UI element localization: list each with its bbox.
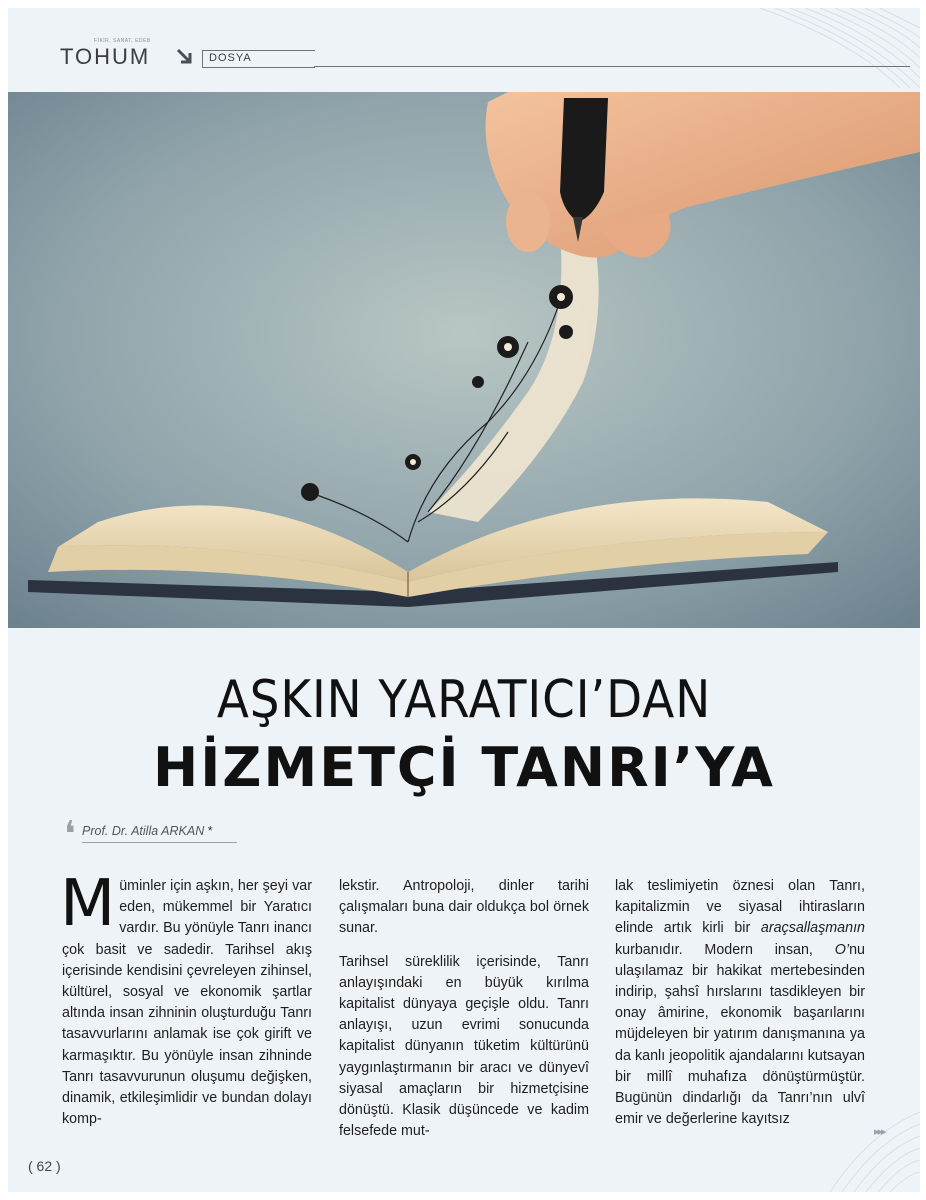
paragraph-text: kurbanıdır. Modern insan, (615, 941, 835, 958)
arrow-down-right-icon (175, 47, 195, 67)
article-title-line1: AŞKIN YARATICI’DAN (216, 670, 712, 730)
text-column-1 (60, 867, 312, 1142)
article-title-line2: HİZMETÇİ TANRI’YA (153, 736, 775, 799)
paragraph: lekstir. Antropoloji, dinler tarihi çalışmaları buna dair oldukça bol örnek sunar. (339, 878, 589, 937)
paragraph-text: lak teslimiyetin öznesi olan Tanrı, kapitalizmin ve siyasal ihtirasların elinde artık kirli bir (615, 878, 865, 937)
paragraph (615, 876, 865, 1130)
author-name: Prof. Dr. Atilla ARKAN (82, 824, 205, 838)
text-column-2 (339, 876, 589, 1154)
drop-cap: M (60, 867, 116, 941)
quote-mark-icon: ❛ (64, 814, 76, 854)
section-tag (202, 50, 315, 68)
section-label: DOSYA (209, 52, 252, 64)
paragraph: Tarihsel süreklilik içerisinde, Tanrı anlayışındaki en büyük kırılma kapitalist dünyaya geçişle oldu. Tanrı anlayışı, uzun evrimi sonucunda kapitalist dünyanın tüketim kültürünü yaygınlaştırmanın bir aracı ve dünyevî siyasal amaçların bir hizmetçisine dönüştü. Klasik düşüncede ve kadim felsefede mut- (339, 953, 589, 1140)
paragraph (60, 867, 312, 1130)
hand-pen-book-illustration (8, 92, 920, 628)
brand-logo: TOHUM (60, 44, 151, 69)
continue-arrows-icon: ▸▸▸ (874, 1126, 885, 1138)
author-footnote-mark: * (207, 824, 213, 838)
italic-term: O’ (834, 941, 850, 958)
hero-illustration (8, 92, 920, 628)
paragraph-text: üminler için aşkın, her şeyi var eden, mükemmel bir Yaratıcı vardır. Bu yönüyle Tanrı inancı çok basit ve sadedir. Tarihsel akış içerisinde kendisini çevreleyen zihinsel, kültürel, sosyal ve ekonomik şartlar altında insan zihninin oluşturduğu Tanrı tasavvurlarını anlamak ise çok girift ve karmaşıktır. Bu yönüyle insan zihninde Tanrı tasavvurunun oluşumu değişken, dinamik, etkileşimlidir ve bundan dolayı komp- (62, 878, 312, 1128)
page-header (60, 38, 910, 78)
text-column-3 (615, 876, 865, 1142)
header-divider (314, 66, 910, 67)
author-byline (82, 824, 237, 843)
brand-tagline: FİKİR, SANAT, EDEB (94, 38, 151, 44)
magazine-page (8, 8, 920, 1192)
page-number: ( 62 ) (28, 1158, 61, 1174)
italic-term: araçsallaşmanın (760, 920, 865, 937)
paragraph-text: nu ulaşılamaz bir hakikat mertebesinden indirip, şahsî hırslarını tasdikleyen bir onay âmirine, ekonomik başarılarını müjdeleyen bir yatırım danışmanına ya da kanlı jeopolitik ajandalarını kutsayan bir millî muhafıza dönüştürmüştür. Bugünün dindarlığı da Tanrı’nın ulvî emir ve değerlerine kayıtsız (615, 941, 865, 1128)
